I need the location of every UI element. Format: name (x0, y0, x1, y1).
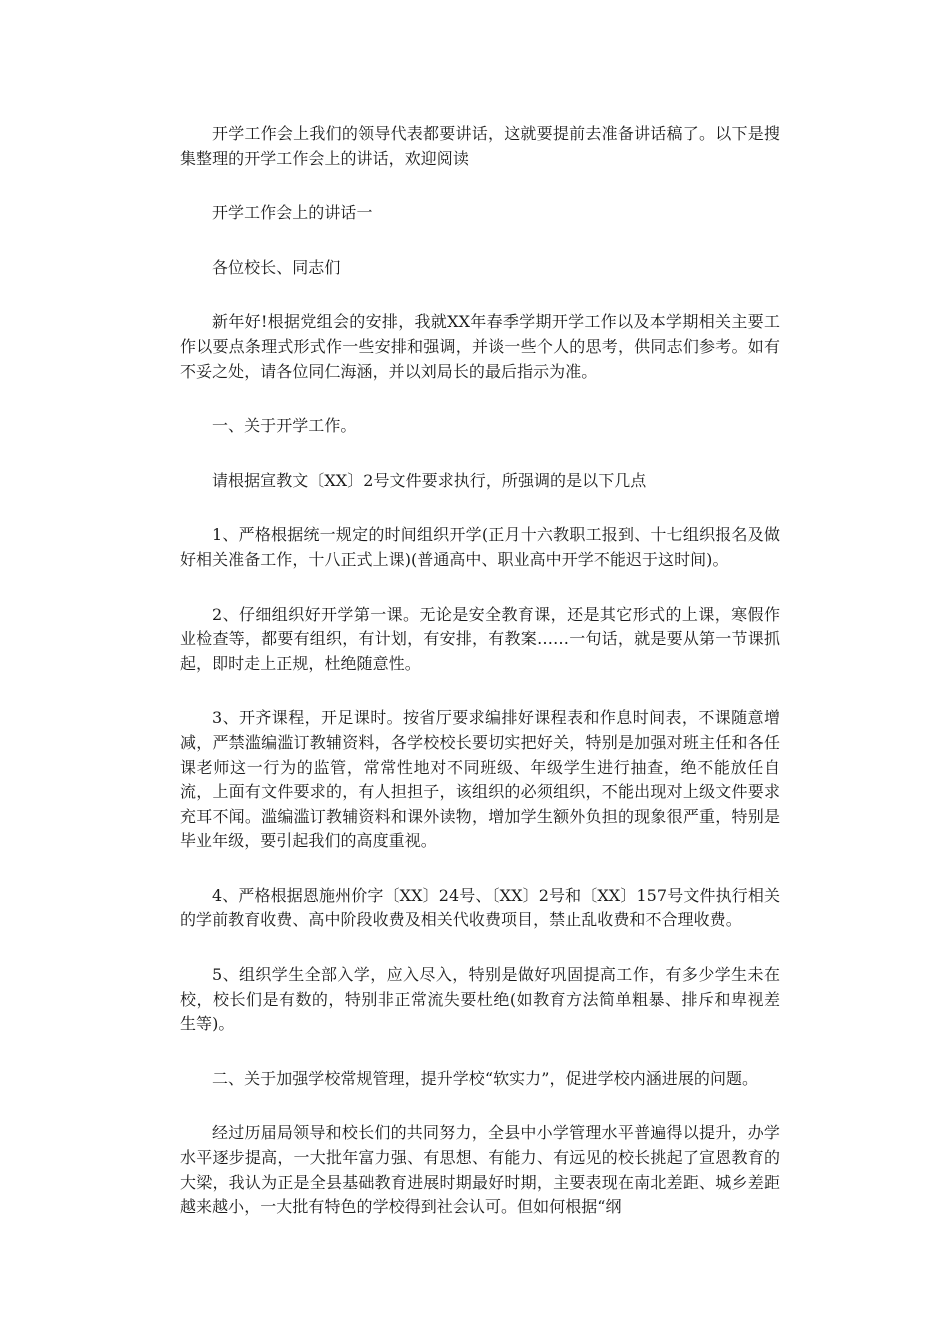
speech-title: 开学工作会上的讲话一 (212, 203, 373, 223)
document-body (180, 122, 780, 1250)
intro-paragraph: 开学工作会上我们的领导代表都要讲话，这就要提前去准备讲话稿了。以下是搜集整理的开学工作会上的讲话，欢迎阅读 (180, 124, 780, 168)
item-5: 5、组织学生全部入学，应入尽入，特别是做好巩固提高工作，有多少学生未在校，校长们是有数的，特别非正常流失要杜绝(如教育方法简单粗暴、排斥和卑视差生等)。 (180, 965, 780, 1034)
opening-paragraph: 新年好!根据党组会的安排，我就XX年春季学期开学工作以及本学期相关主要工作以要点条理式形式作一些安排和强调，并谈一些个人的思考，供同志们参考。如有不妥之处，请各位同仁海涵，并以刘局长的最后指示为准。 (180, 312, 780, 381)
item-4: 4、严格根据恩施州价字〔XX〕24号、〔XX〕2号和〔XX〕157号文件执行相关的学前教育收费、高中阶段收费及相关代收费项目，禁止乱收费和不合理收费。 (180, 885, 780, 930)
paragraph-instructions: 请根据宣教文〔XX〕2号文件要求执行，所强调的是以下几点 (212, 470, 647, 490)
item-3: 3、开齐课程，开足课时。按省厅要求编排好课程表和作息时间表，不课随意增减，严禁滥编滥订教辅资料，各学校校长要切实把好关，特别是加强对班主任和各任课老师这一行为的监管，常常性地对不同班级、年级学生进行抽查，绝不能放任自流，上面有文件要求的，有人担担子，该组织的必须组织，不能出现对上级文件要求充耳不闻。滥编滥订教辅资料和课外读物，增加学生额外负担的现象很严重，特别是毕业年级，要引起我们的高度重视。 (180, 708, 780, 851)
item-2: 2、仔细组织好开学第一课。无论是安全教育课，还是其它形式的上课，寒假作业检查等，都要有组织，有计划，有安排，有教案……一句话，就是要从第一节课抓起，即时走上正规，杜绝随意性。 (180, 604, 780, 673)
closing-paragraph: 经过历届局领导和校长们的共同努力，全县中小学管理水平普遍得以提升，办学水平逐步提高，一大批年富力强、有思想、有能力、有远见的校长挑起了宣恩教育的大梁，我认为正是全县基础教育进展时期最好时期，主要表现在南北差距、城乡差距越来越小，一大批有特色的学校得到社会认可。但如何根据“纲 (180, 1123, 780, 1217)
salutation: 各位校长、同志们 (212, 257, 341, 277)
section-heading-2: 二、关于加强学校常规管理，提升学校“软实力”，促进学校内涵进展的问题。 (212, 1068, 759, 1088)
item-1: 1、严格根据统一规定的时间组织开学(正月十六教职工报到、十七组织报名及做好相关准备工作，十八正式上课)(普通高中、职业高中开学不能迟于这时间)。 (180, 525, 780, 569)
section-heading-1: 一、关于开学工作。 (212, 416, 357, 436)
